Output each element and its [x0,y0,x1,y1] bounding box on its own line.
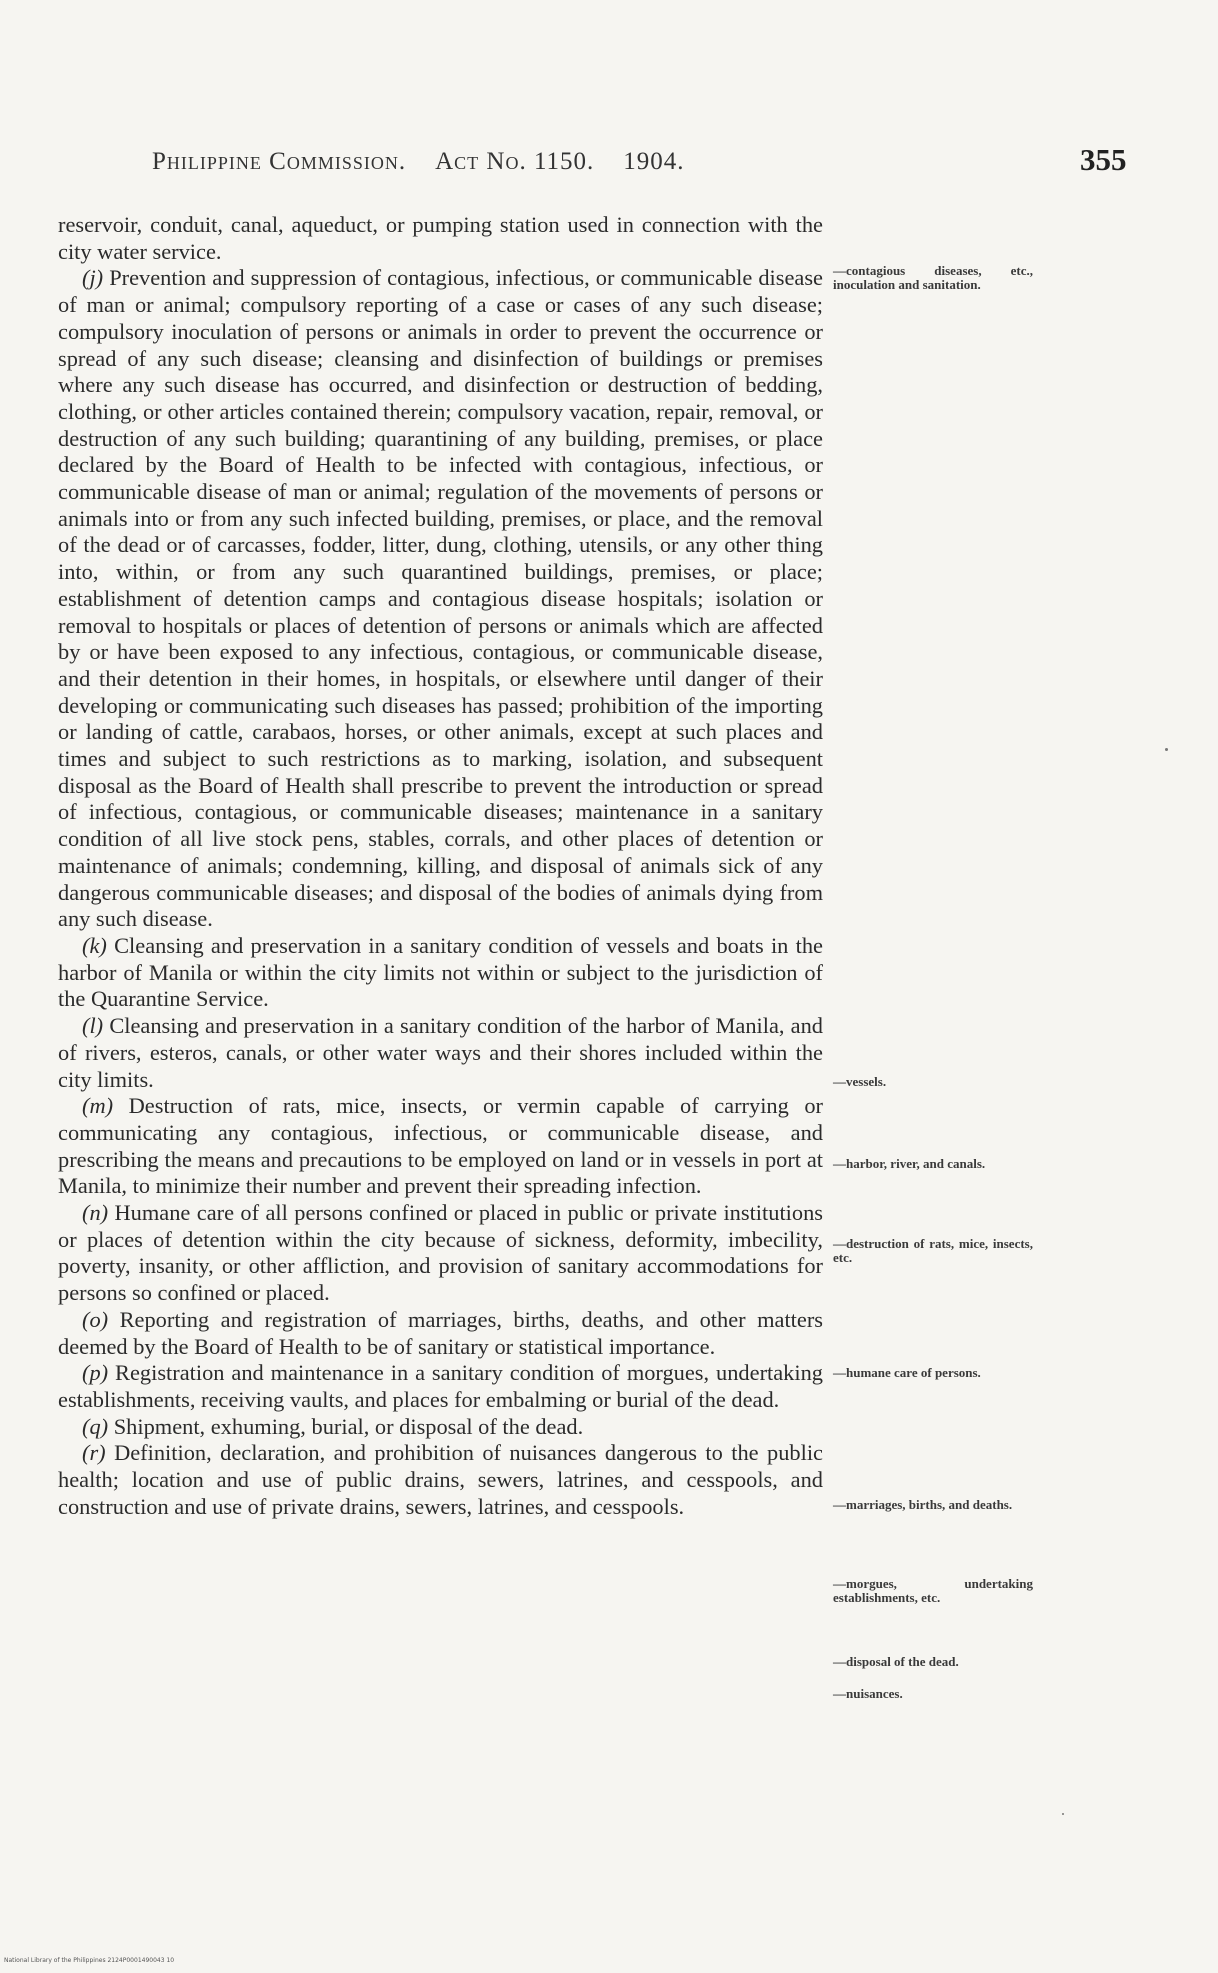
paragraph-letter: (r) [82,1440,106,1466]
paragraph-text: Cleansing and preservation in a sanitary condition of the harbor of Manila, and of rivers, esteros, canals, or other water ways and their shores included within the city limits. [58,1013,824,1092]
running-title: Philippine Commission. [152,148,407,175]
scan-speck [1062,1813,1064,1815]
page-number: 355 [1080,142,1127,177]
act-year: 1904. [623,148,685,175]
margin-note-humane: —humane care of persons. [833,1365,981,1380]
paragraph-text: Humane care of all persons confined or placed in public or private institutions or places of detention within the city because of sickness, deformity, imbecility, poverty, insanity, or other affliction, and provision of sanitary accommodations for persons so confined or placed. [58,1200,823,1306]
margin-note-disposal: —disposal of the dead. [833,1654,959,1669]
paragraph-letter: (q) [82,1413,109,1439]
margin-note-vessels: —vessels. [833,1074,887,1089]
paragraph-r [58,1440,823,1520]
margin-note-morgues: —morgues, undertaking establishments, etc. [833,1576,1033,1605]
paragraph-text: Definition, declaration, and prohibition of nuisances dangerous to the public health; location and use of public drains, sewers, latrines, and cesspools, and construction and use of private drains, sewers, latrines, and cesspools. [58,1440,823,1519]
paragraph-text: Registration and maintenance in a sanitary condition of morgues, undertaking establishments, receiving vaults, and places for embalming or burial of the dead. [58,1360,823,1412]
running-header [152,148,685,176]
paragraph-text: Destruction of rats, mice, insects, or vermin capable of carrying or communicating any contagious, infectious, or communicable disease, and prescribing the means and precautions to be employed on land or in vessels in port at Manila, to minimize their number and prevent their spreading infection. [58,1093,823,1199]
paragraph-letter: (o) [82,1306,109,1332]
paragraph-letter: (k) [82,932,107,958]
paragraph-p [58,1360,823,1413]
paragraph-letter: (j) [82,265,104,291]
paragraph-m [58,1093,823,1200]
paragraph-o [58,1307,823,1360]
paragraph-letter: (l) [82,1013,104,1039]
margin-note-nuisances: —nuisances. [833,1686,903,1701]
scan-speck [1165,748,1168,751]
scan-footer-stamp: National Library of the Philippines 2124P0001490043 10 [4,1957,175,1964]
paragraph-text: Shipment, exhuming, burial, or disposal of the dead. [113,1413,584,1439]
intro-paragraph: reservoir, conduit, canal, aqueduct, or pumping station used in connection with the city water service. [58,212,823,264]
paragraph-letter: (n) [82,1200,109,1226]
paragraph-q [58,1414,823,1441]
margin-note-harbor: —harbor, river, and canals. [833,1156,986,1171]
paragraph-n [58,1200,823,1307]
paragraph-text: Cleansing and preservation in a sanitary condition of vessels and boats in the harbor of Manila or within the city limits not within or subject to the jurisdiction of the Quarantine Service. [58,932,823,1012]
paragraph-j [58,265,823,933]
act-number: Act No. 1150. [435,148,595,175]
paragraph-l [58,1013,823,1093]
body-text [58,212,823,1520]
paragraph-letter: (m) [82,1093,114,1119]
paragraph-text: Reporting and registration of marriages, births, deaths, and other matters deemed by the Board of Health to be of sanitary or statistical importance. [58,1306,823,1359]
paragraph-letter: (p) [82,1360,109,1386]
paragraph-text: Prevention and suppression of contagious, infectious, or communicable disease of man or animal; compulsory reporting of a case or cases of any such disease; compulsory inoculation of persons or animals in order to prevent the occurrence or spread of any such disease; cleansing and disinfection of buildings or premises where any such disease has occurred, and disinfection or destruction of bedding, clothing, or other articles contained therein; compulsory vacation, repair, removal, or destruction of any such building; quarantining of any building, premises, or place declared by the Board of Health to be infected with contagious, infectious, or communicable disease of man or animal; regulation of the movements of persons or animals into or from any such infected building, premises, or place, and the removal of the dead or of carcasses, fodder, litter, dung, clothing, utensils, or any other thing into, within, or from any such quarantined buildings, premises, or place; establishment of detention camps and contagious disease hospitals; isolation or removal to hospitals or places of detention of persons or animals which are affected by or have been exposed to any infectious, contagious, or communicable disease, and their detention in their homes, in hospitals, or elsewhere until danger of their developing or communicating such diseases has passed; prohibition of the importing or landing of cattle, carabaos, horses, or other animals, except at such places and times and subject to such restrictions as to marking, isolation, and subsequent disposal as the Board of Health shall prescribe to prevent the introduction or spread of infectious, contagious, or communicable diseases; maintenance in a sanitary condition of all live stock pens, stables, corrals, and other places of detention or maintenance of animals; condemning, killing, and disposal of animals sick of any dangerous communicable diseases; and disposal of the bodies of animals dying from any such disease. [58,265,823,932]
paragraph-k [58,933,823,1013]
margin-note-marriages: —marriages, births, and deaths. [833,1497,1013,1512]
margin-note-rats: —destruction of rats, mice, insects, etc. [833,1236,1033,1265]
margin-note-contagious: —contagious diseases, etc., inoculation and sanitation. [833,263,1033,292]
